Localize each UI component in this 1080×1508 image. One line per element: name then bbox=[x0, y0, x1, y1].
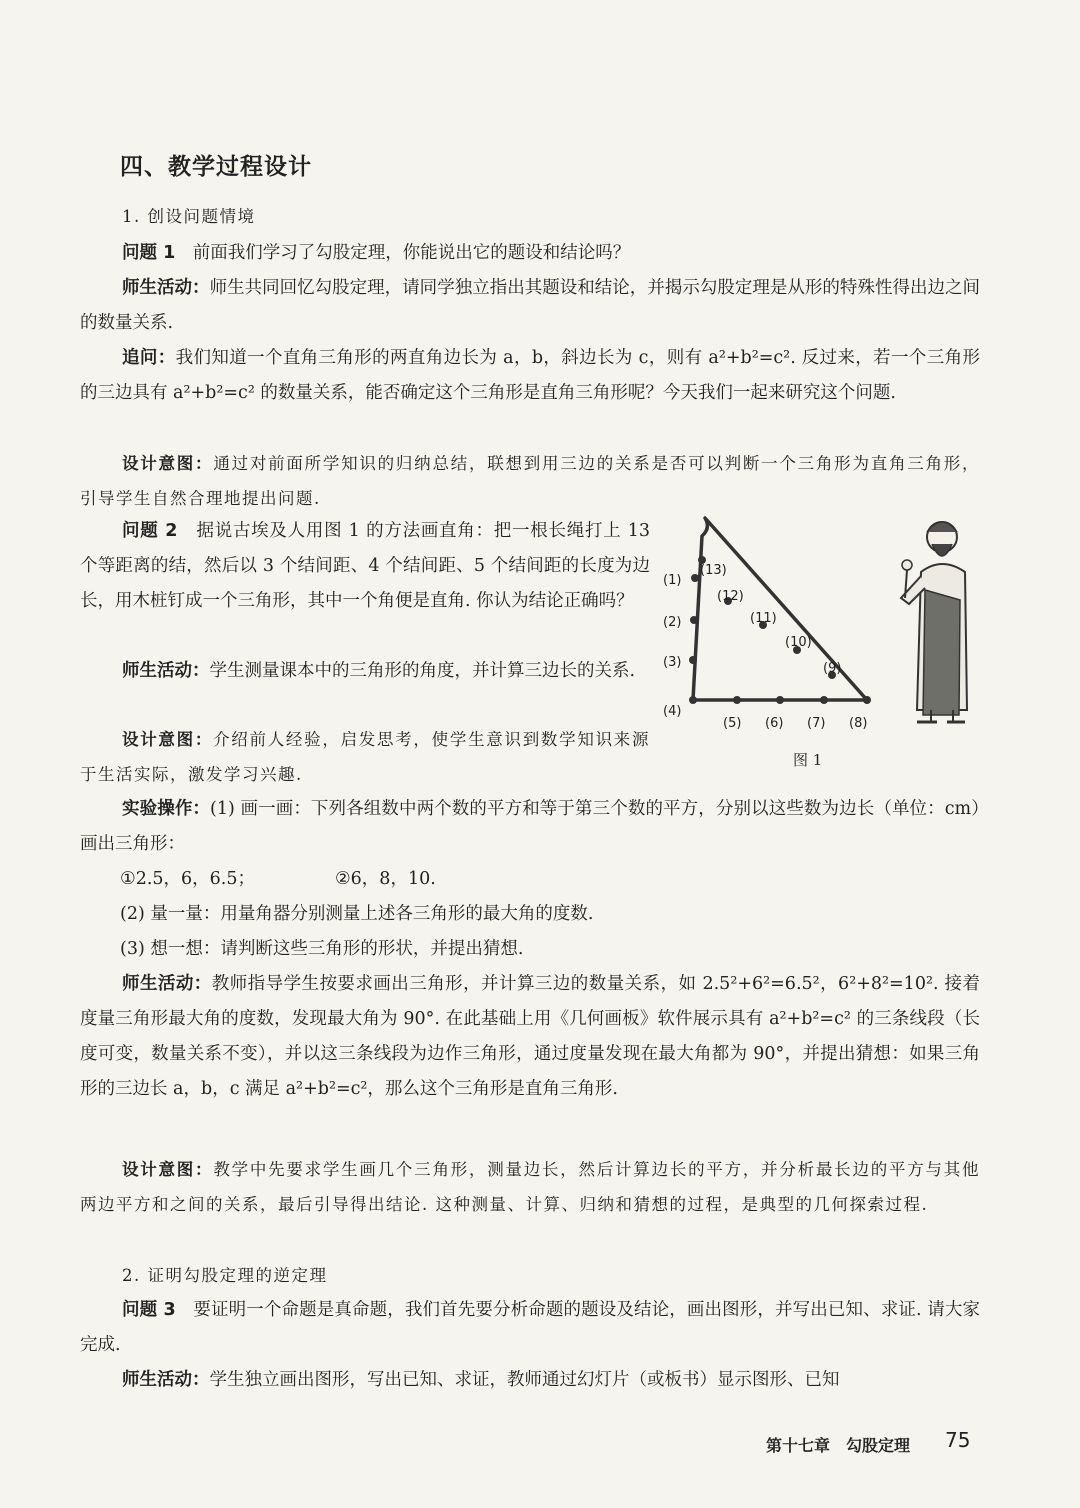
design-intent-3-label: 设计意图： bbox=[122, 1160, 214, 1179]
design-intent-3-text: 教学中先要求学生画几个三角形，测量边长，然后计算边长的平方，并分析最长边的平方与其他两边平方和之间的关系，最后引导得出结论. 这种测量、计算、归纳和猜想的过程，是典型的几何探索过程. bbox=[80, 1160, 981, 1214]
activity-2 bbox=[80, 654, 650, 689]
question-3-text: 要证明一个命题是真命题，我们首先要分析命题的题设及结论，画出图形，并写出已知、求证. 请大家完成. bbox=[80, 1300, 981, 1355]
experiment-step-3: (3) 想一想：请判断这些三角形的形状，并提出猜想. bbox=[120, 939, 524, 959]
design-intent-2 bbox=[80, 722, 650, 792]
question-2-text: 据说古埃及人用图 1 的方法画直角：把一根长绳打上 13 个等距离的结，然后以 3 个结间距、4 个结间距、5 个结间距的长度为边长，用木桩钉成一个三角形，其中一个角便是直角. 你认为结论正确吗？ bbox=[80, 521, 650, 611]
experiment-operation bbox=[80, 792, 980, 862]
egyptian-figure-illustration bbox=[901, 522, 967, 722]
activity-1 bbox=[80, 271, 980, 341]
knot-label-10: (10) bbox=[785, 635, 812, 650]
knot-label-7: (7) bbox=[807, 716, 826, 731]
follow-up-text: 我们知道一个直角三角形的两直角边长为 a，b，斜边长为 c，则有 a²+b²=c². 反过来，若一个三角形的三边具有 a²+b²=c² 的数量关系，能否确定这个三角形是直角三角形呢？今天我们一起来研究这个问题. bbox=[80, 348, 980, 403]
question-2-label: 问题 2 bbox=[122, 521, 178, 541]
activity-3-text: 教师指导学生按要求画出三角形，并计算三边的数量关系，如 2.5²+6²=6.5²，6²+8²=10². 接着度量三角形最大角的度数，发现最大角为 90°. 在此基础上用《几何画板》软件展示具有 a²+b²=c² 的三条线段（长度可变，数量关系不变），并以这三条线段为边作三角形，通过度量发现在最大角都为 90°，并提出猜想：如果三角形的三边长 a，b，c 满足 a²+b²=c²，那么这个三角形是直角三角形. bbox=[80, 974, 981, 1099]
activity-4-label: 师生活动： bbox=[122, 1370, 210, 1390]
knot-label-6: (6) bbox=[765, 716, 784, 731]
knot-label-3: (3) bbox=[663, 655, 682, 670]
activity-1-label: 师生活动： bbox=[122, 278, 210, 298]
number-set-2: ②6，8，10. bbox=[334, 869, 436, 889]
knot-label-1: (1) bbox=[663, 573, 682, 588]
activity-2-text: 学生测量课本中的三角形的角度，并计算三边长的关系. bbox=[209, 661, 636, 681]
activity-2-label: 师生活动： bbox=[122, 661, 210, 681]
design-intent-1 bbox=[80, 446, 980, 516]
knot-label-12: (12) bbox=[717, 589, 744, 604]
question-3 bbox=[80, 1293, 980, 1363]
follow-up bbox=[80, 341, 980, 411]
knot-label-4: (4) bbox=[663, 704, 682, 719]
chapter-footer: 第十七章 勾股定理 bbox=[766, 1436, 911, 1455]
follow-up-label: 追问： bbox=[122, 348, 176, 368]
question-1-label: 问题 1 bbox=[122, 243, 176, 263]
design-intent-3 bbox=[80, 1152, 980, 1222]
rope-triangle-figure bbox=[655, 510, 985, 785]
number-set-1: ①2.5，6，6.5； bbox=[120, 869, 255, 889]
number-sets bbox=[120, 862, 820, 897]
subsection-2-title: 2. 证明勾股定理的逆定理 bbox=[122, 1266, 328, 1285]
figure-caption: 图 1 bbox=[793, 751, 823, 769]
subsection-1-title: 1. 创设问题情境 bbox=[122, 207, 256, 226]
design-intent-1-label: 设计意图： bbox=[122, 454, 214, 473]
experiment-text: (1) 画一画：下列各组数中两个数的平方和等于第三个数的平方，分别以这些数为边长（单位：cm）画出三角形： bbox=[80, 799, 981, 854]
design-intent-2-label: 设计意图： bbox=[122, 730, 214, 749]
rope-triangle bbox=[689, 518, 871, 704]
activity-4 bbox=[80, 1363, 980, 1398]
activity-3 bbox=[80, 967, 980, 1107]
experiment-step-2: (2) 量一量：用量角器分别测量上述各三角形的最大角的度数. bbox=[120, 904, 594, 924]
experiment-label: 实验操作： bbox=[122, 799, 211, 819]
knot-label-13: (13) bbox=[700, 563, 727, 578]
knot-label-5: (5) bbox=[723, 716, 742, 731]
design-intent-2-text: 介绍前人经验，启发思考，使学生意识到数学知识来源于生活实际，激发学习兴趣. bbox=[80, 730, 651, 784]
question-3-label: 问题 3 bbox=[122, 1300, 176, 1320]
question-1-text: 前面我们学习了勾股定理，你能说出它的题设和结论吗？ bbox=[192, 243, 631, 263]
page-number: 75 bbox=[945, 1428, 971, 1452]
knot-label-8: (8) bbox=[849, 716, 868, 731]
question-2 bbox=[80, 514, 650, 619]
activity-3-label: 师生活动： bbox=[122, 974, 212, 994]
design-intent-1-text: 通过对前面所学知识的归纳总结，联想到用三边的关系是否可以判断一个三角形为直角三角形，引导学生自然合理地提出问题. bbox=[80, 454, 981, 508]
knot-label-2: (2) bbox=[663, 615, 682, 630]
knot-label-11: (11) bbox=[750, 611, 777, 626]
activity-1-text: 师生共同回忆勾股定理，请同学独立指出其题设和结论，并揭示勾股定理是从形的特殊性得出边之间的数量关系. bbox=[80, 278, 981, 333]
question-1 bbox=[80, 236, 980, 271]
knot-label-9: (9) bbox=[823, 661, 842, 676]
activity-4-text: 学生独立画出图形，写出已知、求证，教师通过幻灯片（或板书）显示图形、已知 bbox=[209, 1370, 840, 1390]
section-title: 四、教学过程设计 bbox=[120, 154, 312, 180]
